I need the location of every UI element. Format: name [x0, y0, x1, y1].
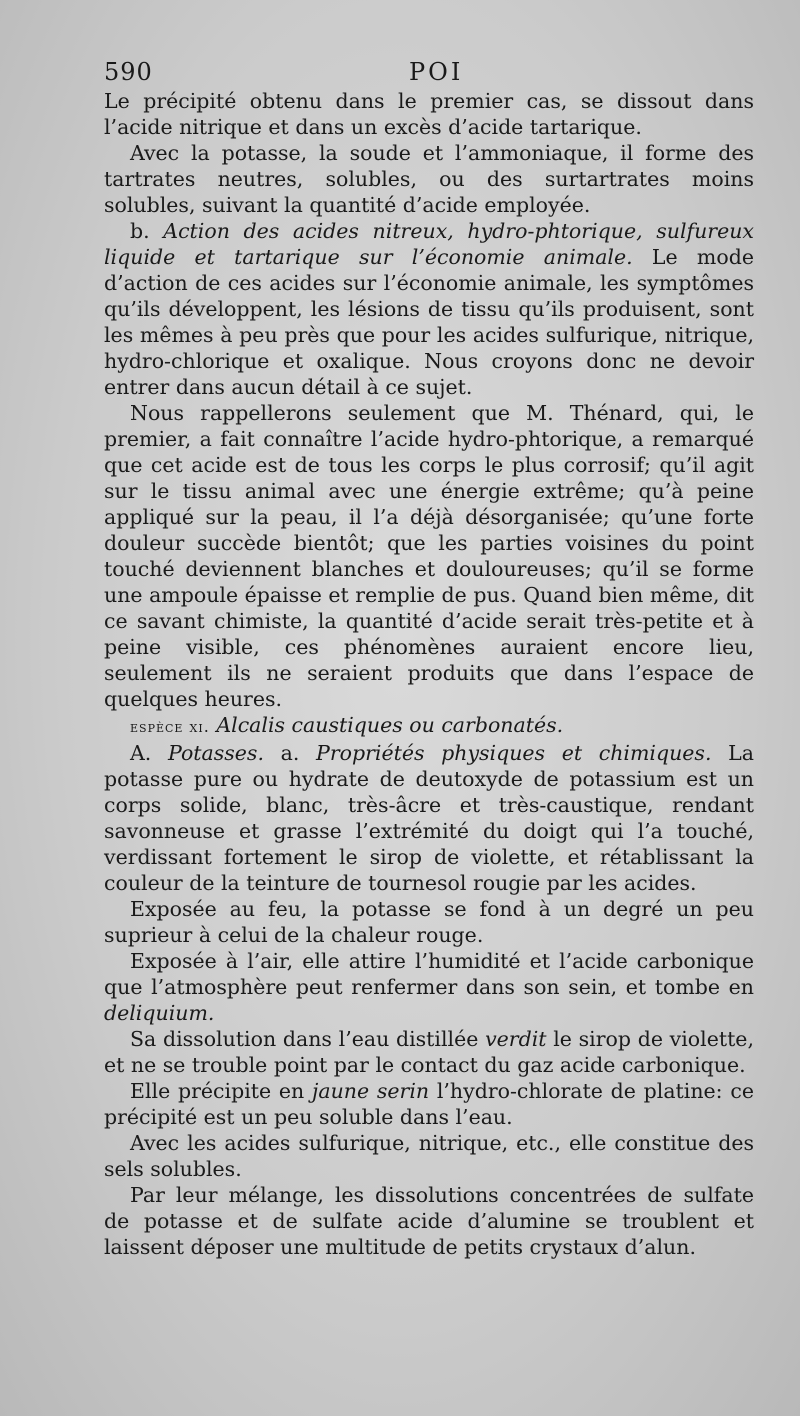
paragraph-9-b: l’hydro-chlorate de platine: ce précipité est un peu soluble dans l’eau. — [104, 1079, 754, 1129]
subsection-label-a-lower: a. — [280, 741, 300, 765]
paragraph-5 — [104, 740, 754, 896]
paragraph-7-text: Exposée à l’air, elle attire l’humidité et l’acide carbonique que l’atmosphère peut renfermer dans son sein, et tombe en — [104, 949, 754, 999]
paragraph-1: Le précipité obtenu dans le premier cas, se dissout dans l’acide nitrique et dans un excès d’acide tartarique. — [104, 89, 754, 139]
paragraph-3-text: Le mode d’action de ces acides sur l’économie animale, les symptômes qu’ils développent, les lésions de tissu qu’ils produisent, sont les mêmes à peu près que pour les acides sulfurique, nitrique, hydro-chlorique et oxalique. Nous croyons donc ne devoir entrer dans aucun détail à ce sujet. — [104, 245, 754, 399]
section-heading-italic: Action des acides nitreux, hydro-phtorique, sulfureux liquide et tartarique sur l’économie animale. — [104, 219, 754, 269]
section-label-b: b. — [130, 219, 150, 243]
paragraph-2: Avec la potasse, la soude et l’ammoniaque, il forme des tartrates neutres, solubles, ou des surtartrates moins solubles, suivant la quantité d’acide employée. — [104, 141, 754, 217]
paragraph-7-italic: deliquium. — [104, 1001, 215, 1025]
paragraph-8 — [104, 1026, 754, 1078]
species-label: espèce xi. — [130, 717, 210, 736]
paragraph-9-italic: jaune serin — [311, 1079, 430, 1103]
paragraph-4: Nous rappellerons seulement que M. Thénard, qui, le premier, a fait connaître l’acide hydro-phtorique, a remarqué que cet acide est de tous les corps le plus corrosif; qu’il agit sur le tissu animal avec une énergie extrême; qu’à peine appliqué sur la peau, il l’a déjà désorganisée; qu’une forte douleur succède bientôt; que les parties voisines du point touché deviennent blanches et douloureuses; qu’il se forme une ampoule épaisse et remplie de pus. Quand bien même, dit ce savant chimiste, la quantité d’acide serait très-petite et à peine visible, ces phénomènes auraient encore lieu, seulement ils ne seraient produits que dans l’espace de quelques heures. — [104, 401, 754, 711]
running-title: POI — [409, 58, 464, 86]
paragraph-3 — [104, 218, 754, 400]
subsection-properties: Propriétés physiques et chimiques. — [316, 741, 712, 765]
paragraph-9 — [104, 1078, 754, 1130]
paragraph-8-a: Sa dissolution dans l’eau distillée — [130, 1027, 479, 1051]
paragraph-11: Par leur mélange, les dissolutions concentrées de sulfate de potasse et de sulfate acide d’alumine se troublent et laissent déposer une multitude de petits crystaux d’alun. — [104, 1183, 754, 1259]
running-head — [104, 58, 754, 92]
paragraph-8-italic: verdit — [485, 1027, 547, 1051]
page-number: 590 — [104, 58, 153, 86]
subsection-label-a: A. — [130, 741, 152, 765]
text-body — [104, 88, 754, 1260]
species-title: Alcalis caustiques ou carbonatés. — [216, 713, 564, 737]
species-heading — [104, 712, 754, 740]
paragraph-10: Avec les acides sulfurique, nitrique, etc., elle constitue des sels solubles. — [104, 1131, 754, 1181]
paragraph-9-a: Elle précipite en — [130, 1079, 305, 1103]
paragraph-5-text: La potasse pure ou hydrate de deutoxyde de potassium est un corps solide, blanc, très-âcre et très-caustique, rendant savonneuse et grasse l’extrémité du doigt qui l’a touché, verdissant fortement le sirop de violette, et rétablissant la couleur de la teinture de tournesol rougie par les acides. — [104, 741, 754, 895]
subsection-potasses: Potasses. — [167, 741, 264, 765]
paragraph-6: Exposée au feu, la potasse se fond à un degré un peu suprieur à celui de la chaleur rouge. — [104, 897, 754, 947]
paragraph-7 — [104, 948, 754, 1026]
paragraph-8-b: le sirop de violette, et ne se trouble point par le contact du gaz acide carbonique. — [104, 1027, 754, 1077]
